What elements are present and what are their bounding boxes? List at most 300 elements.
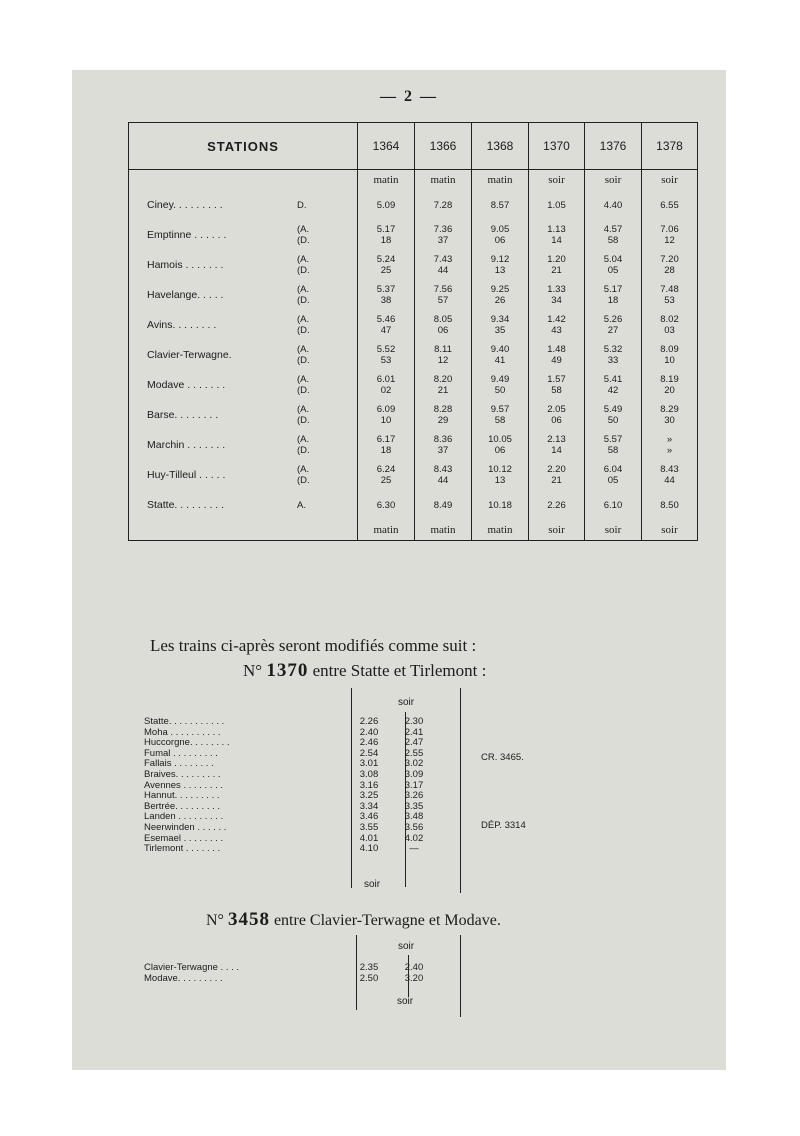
time-minutes: 06 [494, 445, 506, 456]
arrival-departure-marker [297, 344, 310, 366]
arrival-time: 4.10 [359, 843, 379, 855]
time-value: 5.49 [603, 404, 623, 415]
station-name: Esemael . . . . . . . . [144, 832, 224, 844]
time-value: 9.57 [490, 404, 510, 415]
list-item [144, 844, 434, 855]
time-value: 4.57 [603, 224, 623, 235]
time-minutes: 33 [607, 355, 619, 366]
train-route: entre Statte et Tirlemont : [312, 661, 487, 680]
time-value: 9.40 [490, 344, 510, 355]
time-value: 6.04 [603, 464, 623, 475]
soir-label: soir [398, 941, 415, 952]
time-value: 7.48 [660, 284, 679, 295]
time-value: 5.26 [603, 314, 623, 325]
time-minutes: 13 [494, 475, 506, 486]
departure-time: 3.09 [404, 768, 424, 780]
time-value: 5.09 [376, 199, 396, 211]
departure-time: 3.48 [404, 811, 424, 823]
station-name-cell [129, 250, 358, 280]
time-cell [529, 490, 585, 520]
time-value: 9.34 [490, 314, 510, 325]
arrival-time: 2.50 [359, 972, 379, 984]
time-value: 8.43 [433, 464, 453, 475]
time-minutes: 18 [380, 235, 392, 246]
train-number-header: 1370 [529, 123, 585, 170]
train-number-header: 1378 [642, 123, 698, 170]
time-minutes: 34 [551, 295, 562, 306]
station-name: Emptinne . . . . . . [147, 228, 227, 241]
ad-label: (A. [297, 284, 310, 295]
arrival-departure-marker [297, 404, 310, 426]
departure-time: 3.35 [404, 800, 424, 812]
arrival-departure-marker [297, 200, 307, 211]
time-cell [642, 460, 698, 490]
arrival-time: 3.16 [359, 779, 379, 791]
time-value: 8.49 [433, 499, 453, 511]
time-cell [642, 280, 698, 310]
time-cell [472, 250, 529, 280]
arrival-time: 3.55 [359, 821, 379, 833]
time-cell [415, 460, 472, 490]
time-cell [415, 190, 472, 220]
time-cell [415, 400, 472, 430]
time-cell [415, 220, 472, 250]
time-value: 6.55 [660, 199, 679, 211]
arrival-time: 2.40 [359, 726, 379, 738]
arrival-departure-marker [297, 464, 310, 486]
period-label: matin [358, 170, 415, 191]
time-minutes: 13 [494, 265, 506, 276]
time-cell [585, 310, 642, 340]
time-value: 1.13 [547, 224, 566, 235]
time-minutes: 03 [664, 325, 675, 336]
time-minutes: 43 [551, 325, 562, 336]
ad-label: (D. [297, 325, 310, 336]
station-name-cell [129, 490, 358, 520]
time-cell [642, 250, 698, 280]
soir-label: soir [398, 697, 415, 708]
time-value: 4.40 [603, 199, 623, 211]
period-label: soir [642, 170, 698, 191]
time-cell [358, 430, 415, 460]
ad-label: (A. [297, 224, 310, 235]
time-cell [529, 310, 585, 340]
time-cell [472, 430, 529, 460]
train-number-header: 1368 [472, 123, 529, 170]
station-row [129, 490, 698, 520]
time-minutes: 27 [607, 325, 619, 336]
time-cell [472, 340, 529, 370]
time-minutes: 05 [607, 265, 619, 276]
period-label: matin [472, 170, 529, 191]
time-minutes: 53 [380, 355, 392, 366]
time-value: 1.42 [547, 314, 566, 325]
station-name: Braives. . . . . . . . . [144, 768, 221, 780]
ad-label: (D. [297, 445, 310, 456]
station-name-cell [129, 370, 358, 400]
period-label-row [129, 520, 698, 541]
station-name: Bertrée. . . . . . . . . [144, 800, 221, 812]
train-route: entre Clavier-Terwagne et Modave. [273, 912, 501, 929]
station-row [129, 370, 698, 400]
arrival-time: 4.01 [359, 832, 379, 844]
time-value: 1.05 [547, 199, 566, 211]
column-rule [460, 935, 461, 1017]
time-minutes: 50 [607, 415, 619, 426]
time-cell [472, 490, 529, 520]
time-cell [358, 490, 415, 520]
time-value: 2.20 [547, 464, 566, 475]
time-value: 6.30 [376, 499, 396, 511]
departure-time: 2.47 [404, 737, 424, 749]
time-cell [415, 310, 472, 340]
time-cell [585, 190, 642, 220]
time-cell [529, 190, 585, 220]
time-value: 7.20 [660, 254, 679, 265]
time-cell [358, 400, 415, 430]
time-cell [642, 430, 698, 460]
time-value: 8.28 [433, 404, 453, 415]
time-value: 1.33 [547, 284, 566, 295]
period-label: matin [472, 520, 529, 541]
time-value: 5.57 [603, 434, 623, 445]
time-cell [585, 340, 642, 370]
time-minutes: 06 [494, 235, 506, 246]
time-minutes: 57 [437, 295, 449, 306]
time-value: 5.04 [603, 254, 623, 265]
station-name-cell [129, 310, 358, 340]
station-name: Huy-Tilleul . . . . . [147, 468, 226, 481]
time-cell [472, 190, 529, 220]
arrival-time: 3.25 [359, 790, 379, 802]
time-minutes: » [666, 445, 673, 456]
time-cell [358, 280, 415, 310]
arrival-departure-marker [297, 254, 310, 276]
departure-time: 2.30 [404, 716, 424, 727]
station-name: Avennes . . . . . . . . [144, 779, 224, 791]
remark-correspondence: CR. 3465. [481, 752, 524, 763]
time-value: 7.06 [660, 224, 679, 235]
departure-time: — [409, 843, 419, 855]
time-value: 5.52 [376, 344, 396, 355]
departure-time: 2.41 [404, 726, 424, 738]
arrival-departure-marker [297, 374, 310, 396]
ad-label: (A. [297, 464, 310, 475]
time-cell [358, 190, 415, 220]
time-cell [642, 370, 698, 400]
soir-label: soir [364, 879, 381, 890]
train-number: 3458 [227, 909, 270, 930]
station-name: Modave . . . . . . . [147, 378, 226, 391]
ad-label: (A. [297, 314, 310, 325]
time-value: 8.09 [660, 344, 679, 355]
ad-label: (D. [297, 265, 310, 276]
ad-label: (D. [297, 235, 310, 246]
time-value: 7.36 [433, 224, 453, 235]
time-minutes: 44 [437, 265, 449, 276]
ad-label: (A. [297, 254, 310, 265]
time-value: 5.41 [603, 374, 623, 385]
train-3458-title [206, 909, 501, 931]
period-label: soir [585, 520, 642, 541]
departure-time: 3.17 [404, 779, 424, 791]
list-item [144, 717, 434, 728]
station-name: Huccorgne. . . . . . . . [144, 737, 230, 749]
time-cell [358, 460, 415, 490]
station-name: Hamois . . . . . . . [147, 258, 224, 271]
time-minutes: 35 [494, 325, 506, 336]
station-name-cell [129, 340, 358, 370]
station-name: Tirlemont . . . . . . . [144, 843, 221, 855]
time-value: 5.17 [376, 224, 396, 235]
time-cell [472, 400, 529, 430]
time-cell [642, 490, 698, 520]
time-minutes: 06 [437, 325, 449, 336]
time-value: 8.20 [433, 374, 453, 385]
time-cell [415, 370, 472, 400]
station-name-cell [129, 430, 358, 460]
time-value: 1.20 [547, 254, 566, 265]
time-value: 2.13 [547, 434, 566, 445]
ad-label: D. [297, 199, 307, 211]
time-minutes: 47 [380, 325, 392, 336]
departure-time: 3.02 [404, 758, 424, 770]
arrival-departure-marker [297, 500, 306, 511]
time-minutes: 12 [437, 355, 449, 366]
time-cell [585, 220, 642, 250]
time-minutes: 50 [494, 385, 506, 396]
period-label: soir [529, 170, 585, 191]
time-cell [642, 400, 698, 430]
time-cell [585, 430, 642, 460]
time-value: 1.57 [547, 374, 566, 385]
period-label: soir [642, 520, 698, 541]
arrival-departure-marker [297, 224, 310, 246]
time-value: 9.25 [490, 284, 510, 295]
time-minutes: 26 [494, 295, 506, 306]
time-minutes: 14 [551, 445, 562, 456]
time-cell [585, 370, 642, 400]
remark-departure: DÉP. 3314 [481, 820, 526, 831]
station-name: Avins. . . . . . . . [147, 318, 217, 331]
station-row [129, 310, 698, 340]
time-minutes: 21 [551, 475, 562, 486]
time-value: 8.02 [660, 314, 679, 325]
train-number-header: 1364 [358, 123, 415, 170]
arrival-time: 3.46 [359, 811, 379, 823]
time-cell [529, 430, 585, 460]
time-value: 8.50 [660, 499, 679, 511]
list-item [144, 770, 434, 781]
time-value: 8.11 [434, 344, 452, 355]
station-row [129, 340, 698, 370]
time-cell [585, 250, 642, 280]
arrival-time: 2.26 [359, 716, 379, 727]
time-value: 5.32 [603, 344, 623, 355]
time-cell [529, 220, 585, 250]
ad-label: (A. [297, 404, 310, 415]
train-3458-stations [144, 963, 434, 984]
station-name: Clavier-Terwagne . . . . [144, 962, 240, 973]
time-minutes: 49 [551, 355, 562, 366]
time-value: 8.43 [660, 464, 679, 475]
station-name: Statte. . . . . . . . . . . [144, 716, 225, 727]
stations-header: STATIONS [129, 123, 358, 170]
train-1370-stations [144, 717, 434, 855]
time-minutes: 14 [551, 235, 562, 246]
time-value: 8.05 [433, 314, 453, 325]
time-value: 2.26 [547, 499, 566, 511]
time-minutes: 58 [551, 385, 562, 396]
time-cell [472, 370, 529, 400]
station-name-cell [129, 280, 358, 310]
station-name-cell [129, 460, 358, 490]
time-value: 5.17 [603, 284, 623, 295]
station-row [129, 460, 698, 490]
period-label: matin [358, 520, 415, 541]
time-cell [529, 340, 585, 370]
station-row [129, 400, 698, 430]
train-number: 1370 [266, 660, 309, 681]
period-label: matin [415, 170, 472, 191]
time-value: 9.05 [490, 224, 510, 235]
station-row [129, 220, 698, 250]
time-value: 5.24 [376, 254, 396, 265]
time-value: 10.05 [488, 434, 512, 445]
time-minutes: 30 [664, 415, 675, 426]
station-row [129, 430, 698, 460]
time-value: 8.36 [433, 434, 453, 445]
time-minutes: 06 [551, 415, 562, 426]
station-name: Hannut. . . . . . . . . [144, 790, 220, 802]
time-value: 5.37 [376, 284, 396, 295]
time-cell [529, 370, 585, 400]
time-value: 8.29 [660, 404, 679, 415]
arrival-time: 3.08 [359, 768, 379, 780]
time-value: 2.05 [547, 404, 566, 415]
station-row [129, 190, 698, 220]
time-cell [529, 280, 585, 310]
time-minutes: 25 [380, 475, 392, 486]
station-name: Fumal . . . . . . . . . [144, 747, 218, 759]
time-value: 7.43 [433, 254, 453, 265]
time-value: 6.24 [376, 464, 396, 475]
arrival-time: 2.46 [359, 737, 379, 749]
time-cell [529, 460, 585, 490]
time-cell [529, 400, 585, 430]
arrival-time: 3.01 [359, 758, 379, 770]
time-cell [415, 280, 472, 310]
period-label: soir [585, 170, 642, 191]
ad-label: (D. [297, 295, 310, 306]
station-name: Ciney. . . . . . . . . [147, 199, 223, 211]
time-minutes: 44 [664, 475, 675, 486]
time-value: 7.56 [433, 284, 453, 295]
train-number-header: 1366 [415, 123, 472, 170]
station-name: Neerwinden . . . . . . [144, 821, 227, 833]
departure-time: 4.02 [404, 832, 424, 844]
number-prefix: N° [243, 661, 263, 680]
station-name: Statte. . . . . . . . . [147, 499, 225, 511]
time-minutes: 44 [437, 475, 449, 486]
time-value: 5.46 [376, 314, 396, 325]
timetable [128, 122, 698, 541]
arrival-time: 3.34 [359, 800, 379, 812]
train-1370-title [243, 660, 486, 682]
time-cell [472, 310, 529, 340]
time-cell [358, 340, 415, 370]
time-cell [642, 190, 698, 220]
time-value: 10.12 [488, 464, 512, 475]
time-minutes: 29 [437, 415, 449, 426]
station-row [129, 280, 698, 310]
time-cell [472, 280, 529, 310]
train-number-header: 1376 [585, 123, 642, 170]
time-value: 1.48 [547, 344, 566, 355]
time-value: 6.17 [376, 434, 396, 445]
time-cell [585, 490, 642, 520]
station-name: Landen . . . . . . . . . [144, 811, 224, 823]
time-cell [358, 310, 415, 340]
time-value: 6.01 [376, 374, 396, 385]
station-name-cell [129, 220, 358, 250]
time-minutes: 18 [380, 445, 392, 456]
time-cell [642, 340, 698, 370]
time-cell [585, 280, 642, 310]
time-minutes: 58 [494, 415, 506, 426]
time-minutes: 21 [551, 265, 562, 276]
time-minutes: 28 [664, 265, 675, 276]
time-cell [529, 250, 585, 280]
ad-label: (A. [297, 374, 310, 385]
time-minutes: 02 [380, 385, 392, 396]
time-minutes: 38 [380, 295, 392, 306]
time-cell [642, 310, 698, 340]
time-cell [585, 460, 642, 490]
departure-time: 3.26 [404, 790, 424, 802]
time-minutes: 58 [607, 235, 619, 246]
time-cell [358, 220, 415, 250]
column-rule [460, 688, 461, 893]
time-cell [415, 340, 472, 370]
page-number: — 2 — [380, 88, 438, 105]
station-name: Fallais . . . . . . . . [144, 758, 214, 770]
time-cell [415, 250, 472, 280]
arrival-departure-marker [297, 314, 310, 336]
ad-label: (D. [297, 385, 310, 396]
departure-time: 2.55 [404, 747, 424, 759]
list-item [144, 823, 434, 834]
time-minutes: 37 [437, 445, 449, 456]
ad-label: (A. [297, 344, 310, 355]
ad-label: (D. [297, 355, 310, 366]
time-value: 10.18 [488, 499, 512, 511]
departure-time: 2.40 [404, 962, 424, 973]
arrival-time: 2.54 [359, 747, 379, 759]
time-cell [415, 490, 472, 520]
time-value: 9.49 [490, 374, 510, 385]
period-label: matin [415, 520, 472, 541]
departure-time: 3.56 [404, 821, 424, 833]
arrival-time: 2.35 [359, 962, 379, 973]
soir-label: soir [397, 996, 414, 1007]
modifications-heading: Les trains ci-après seront modifiés comme suit : [150, 636, 477, 655]
station-name-cell [129, 190, 358, 220]
time-value: 8.19 [660, 374, 679, 385]
departure-time: 3.20 [404, 972, 424, 984]
time-cell [358, 370, 415, 400]
station-name: Modave. . . . . . . . . [144, 972, 223, 984]
